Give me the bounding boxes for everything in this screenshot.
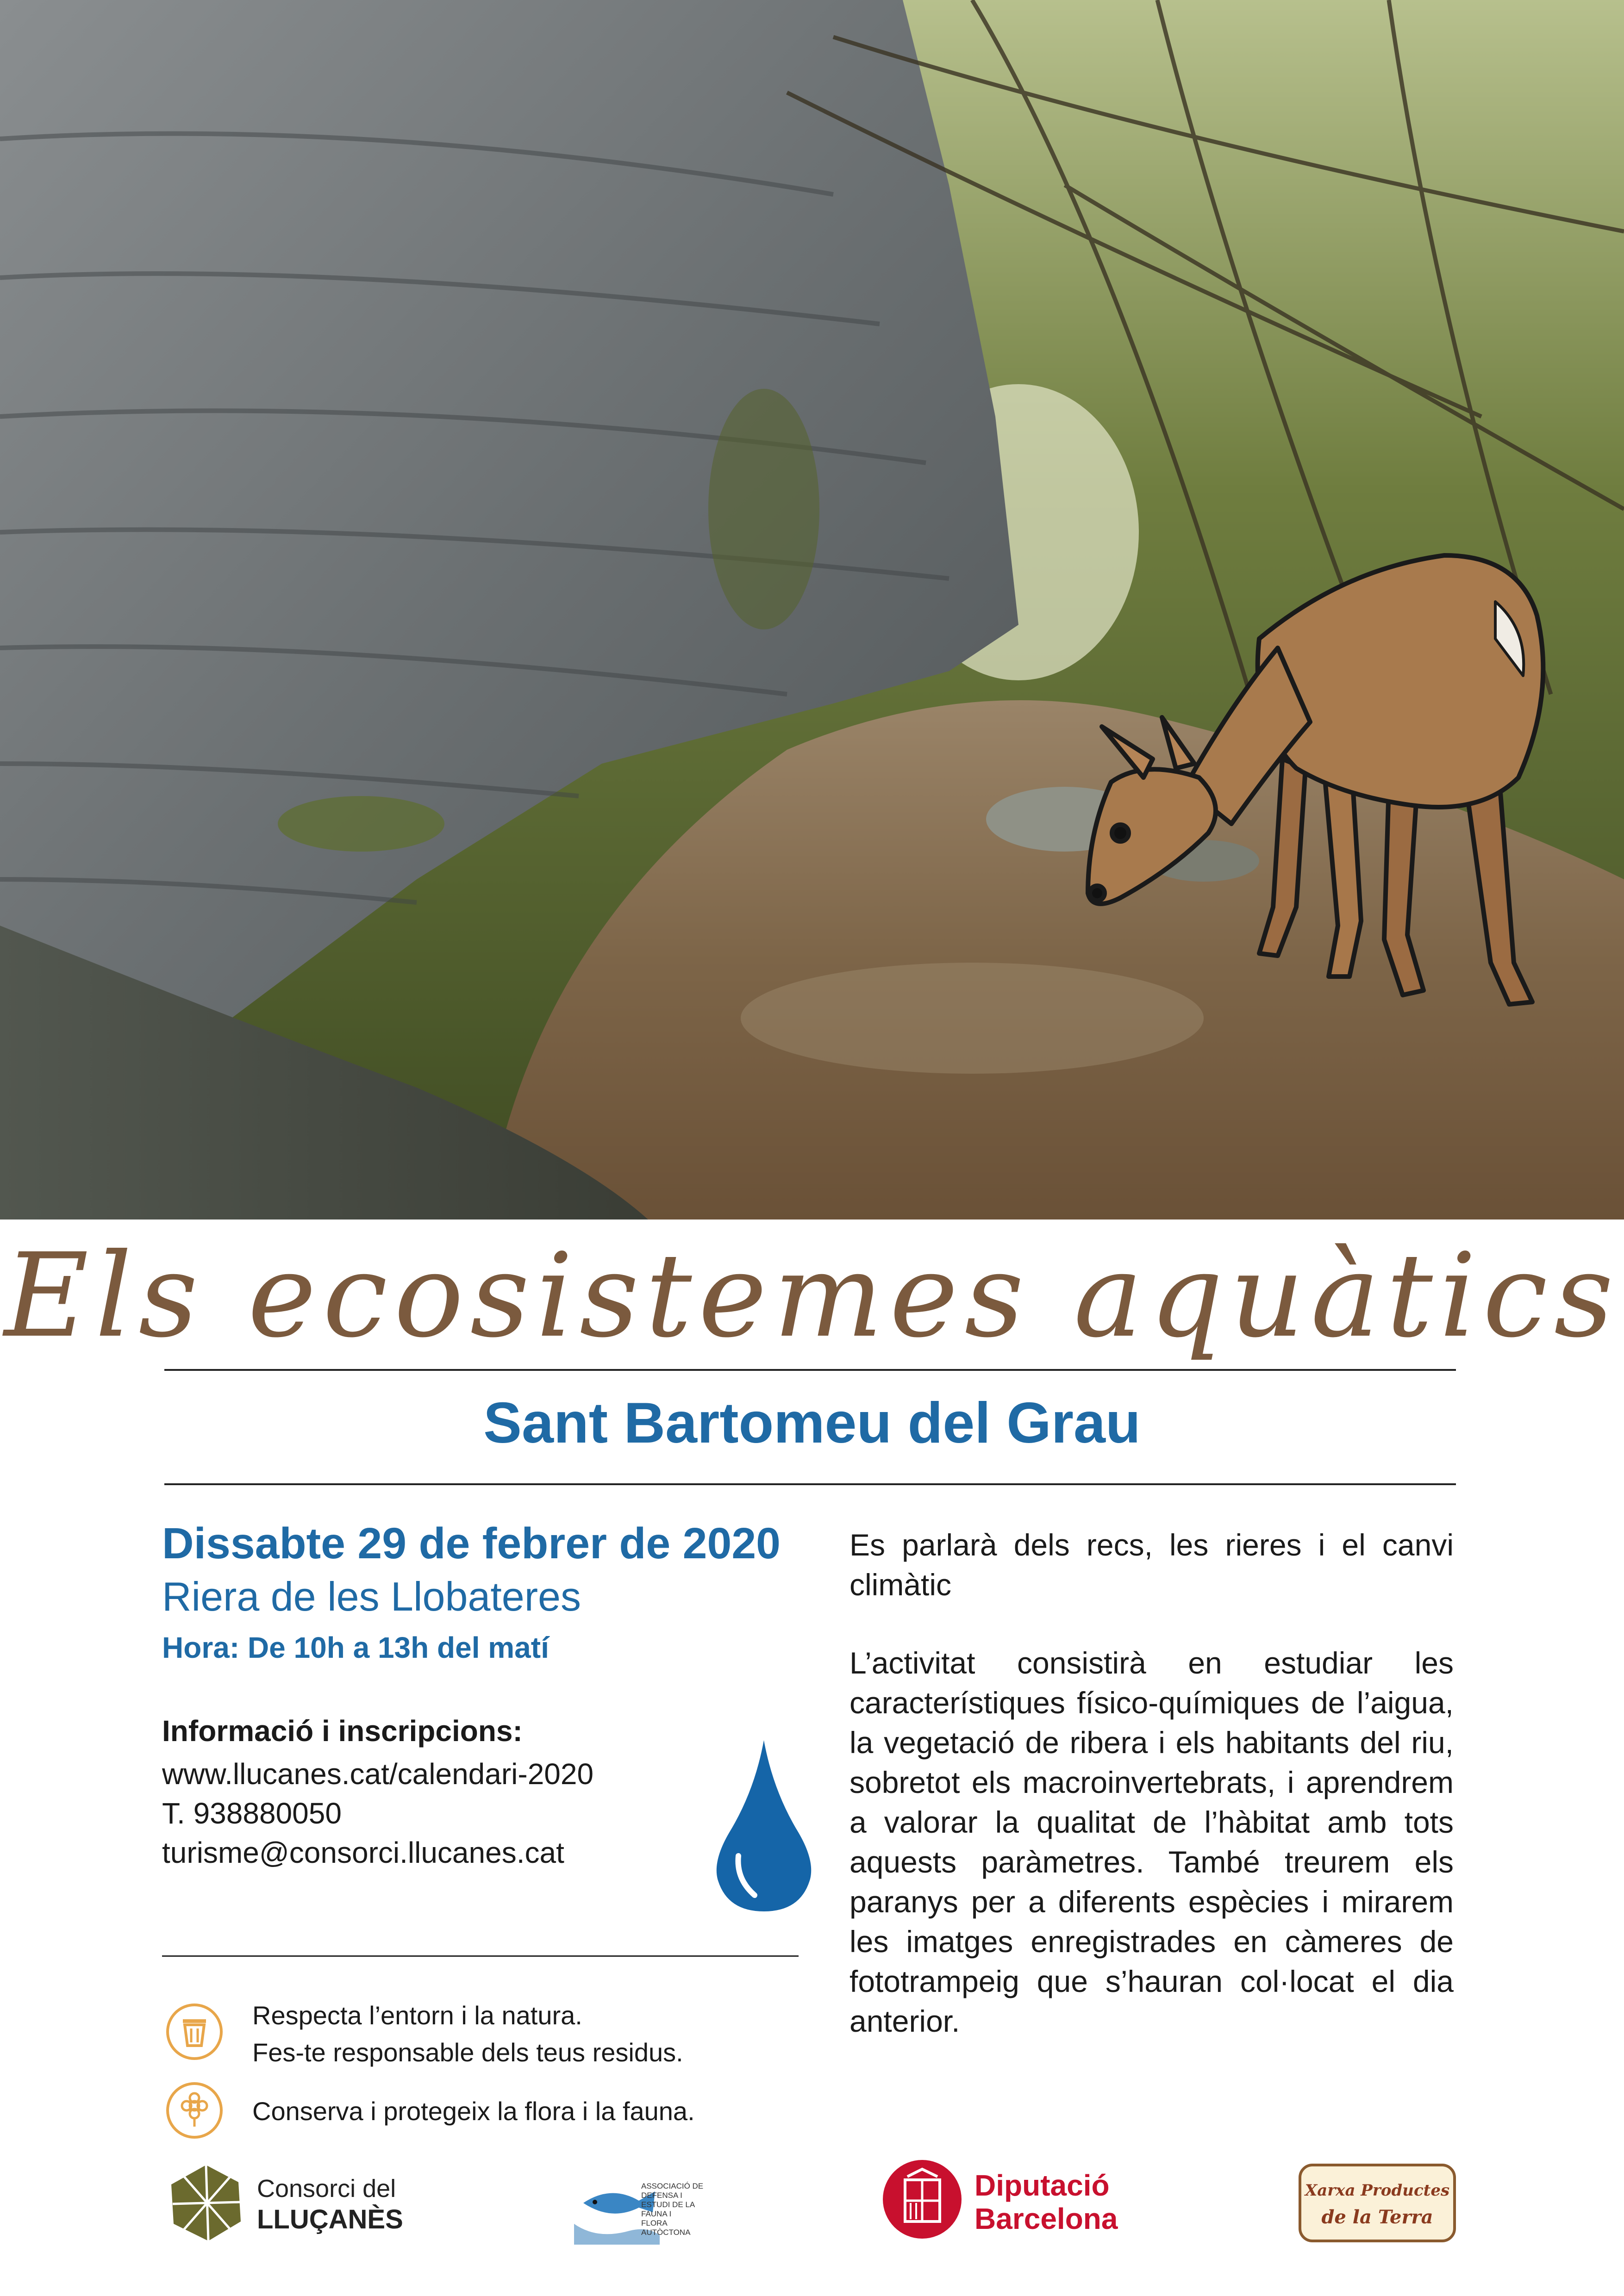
- flower-icon: [164, 2080, 225, 2140]
- info-email-link[interactable]: turisme@consorci.llucanes.cat: [162, 1836, 564, 1869]
- subtitle-divider: [164, 1483, 1456, 1485]
- associacio-line: ASSOCIACIÓ DE: [641, 2182, 704, 2190]
- associacio-line: FAUNA I: [641, 2209, 672, 2218]
- consorci-leaf-icon: [164, 2161, 248, 2245]
- consorci-line1: Consorci del: [257, 2175, 396, 2203]
- consorci-llucanes-logo: [164, 2161, 424, 2245]
- title-divider: [164, 1369, 1456, 1371]
- xarxa-line1: Xarxa Productes: [1305, 2181, 1450, 2200]
- associacio-text: [641, 2182, 703, 2237]
- tip-environment-line2: Fes-te responsable dels teus residus.: [252, 2038, 683, 2067]
- info-phone[interactable]: T. 938880050: [162, 1797, 342, 1830]
- associacio-line: FLORA: [641, 2219, 668, 2228]
- xarxa-line2: de la Terra: [1321, 2206, 1433, 2228]
- location-subtitle: Sant Bartomeu del Grau: [483, 1391, 1141, 1455]
- description-activity: L’activitat consistirà en estudiar les característiques físico-químiques de l’aigua, la vegetació de ribera i els habitants del riu, sobretot els macroinvertebrats, i aprendrem a valorar la qualitat de l’hàbitat amb tots aquests paràmetres. També treurem els paranys per a diferents espècies i mirarem les imatges enregistrades en càmeres de fototrampeig que s’hauran col·locat el dia anterior.: [849, 1646, 1454, 2038]
- event-date: Dissabte 29 de febrer de 2020: [162, 1519, 781, 1568]
- info-heading: Informació i inscripcions:: [162, 1714, 523, 1748]
- water-drop-icon: [713, 1740, 815, 1911]
- trash-bin-icon: [164, 2002, 225, 2062]
- diputacio-line2: Barcelona: [974, 2202, 1118, 2235]
- diputacio-barcelona-logo: [882, 2159, 1141, 2242]
- associacio-line: DEFENSA I: [641, 2191, 682, 2200]
- associacio-line: ESTUDI DE LA: [641, 2200, 695, 2209]
- poster-title: Els ecosistemes aquàtics: [4, 1228, 1620, 1363]
- diputacio-line1: Diputació: [974, 2169, 1110, 2202]
- tips-divider: [162, 1955, 799, 1957]
- xarxa-badge: [1299, 2164, 1456, 2242]
- event-hour: Hora: De 10h a 13h del matí: [162, 1631, 549, 1664]
- tip-environment-line1: Respecta l’entorn i la natura.: [252, 2001, 582, 2030]
- xarxa-productes-terra-logo: [1299, 2164, 1461, 2245]
- tip-flora-fauna: Conserva i protegeix la flora i la fauna.: [252, 2097, 695, 2126]
- description-intro: Es parlarà dels recs, les rieres i el canvi climàtic: [849, 1528, 1454, 1602]
- consorci-line2: LLUÇANÈS: [257, 2204, 403, 2234]
- event-place: Riera de les Llobateres: [162, 1574, 581, 1619]
- associacio-line: AUTÒCTONA: [641, 2228, 691, 2237]
- diputacio-shield-icon: [882, 2159, 963, 2240]
- info-website-link[interactable]: www.llucanes.cat/calendari-2020: [162, 1757, 594, 1791]
- associacio-fauna-flora-logo: [569, 2175, 736, 2245]
